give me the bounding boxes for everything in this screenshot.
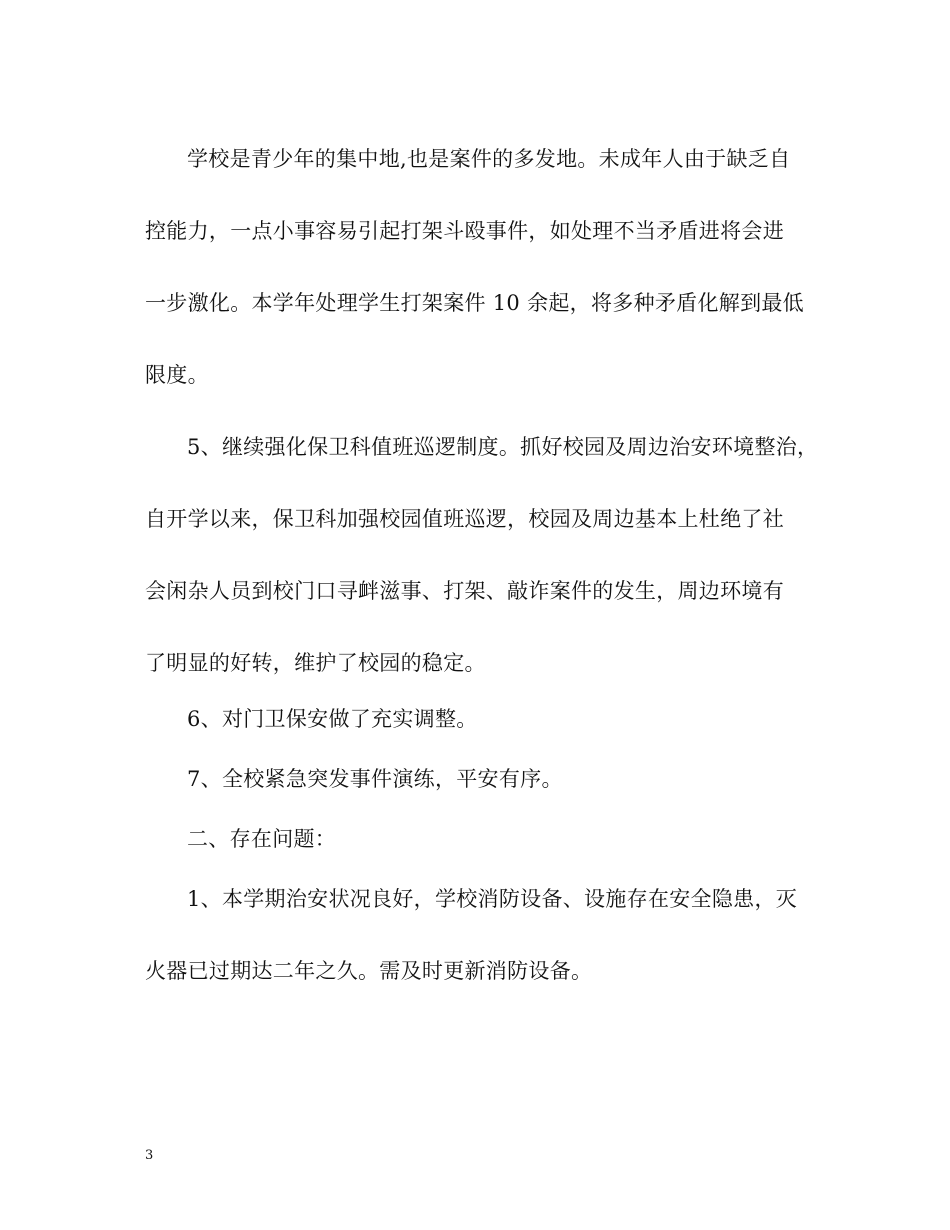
paragraph-line: 6、对门卫保安做了充实调整。 xyxy=(187,707,478,731)
paragraph-line: 限度。 xyxy=(145,363,209,387)
paragraph-line: 了明显的好转，维护了校园的稳定。 xyxy=(145,651,486,675)
paragraph-line: 会闲杂人员到校门口寻衅滋事、打架、敲诈案件的发生，周边环境有 xyxy=(145,579,784,603)
paragraph-line: 火器已过期达二年之久。需及时更新消防设备。 xyxy=(145,959,593,983)
paragraph-line: 一步激化。本学年处理学生打架案件 10 余起，将多种矛盾化解到最低 xyxy=(145,291,804,315)
paragraph-line: 控能力，一点小事容易引起打架斗殴事件，如处理不当矛盾进将会进 xyxy=(145,219,784,243)
paragraph-line: 5、继续强化保卫科值班巡逻制度。抓好校园及周边治安环境整治， xyxy=(187,435,819,459)
paragraph-line: 学校是青少年的集中地,也是案件的多发地。未成年人由于缺乏自 xyxy=(187,147,791,171)
section-heading: 二、存在问题： xyxy=(187,827,337,851)
paragraph-line: 自开学以来，保卫科加强校园值班巡逻，校园及周边基本上杜绝了社 xyxy=(145,507,784,531)
paragraph-line: 7、全校紧急突发事件演练，平安有序。 xyxy=(187,767,563,791)
page-number: 3 xyxy=(145,1148,154,1163)
paragraph-line: 1、本学期治安状况良好，学校消防设备、设施存在安全隐患，灭 xyxy=(187,887,798,911)
